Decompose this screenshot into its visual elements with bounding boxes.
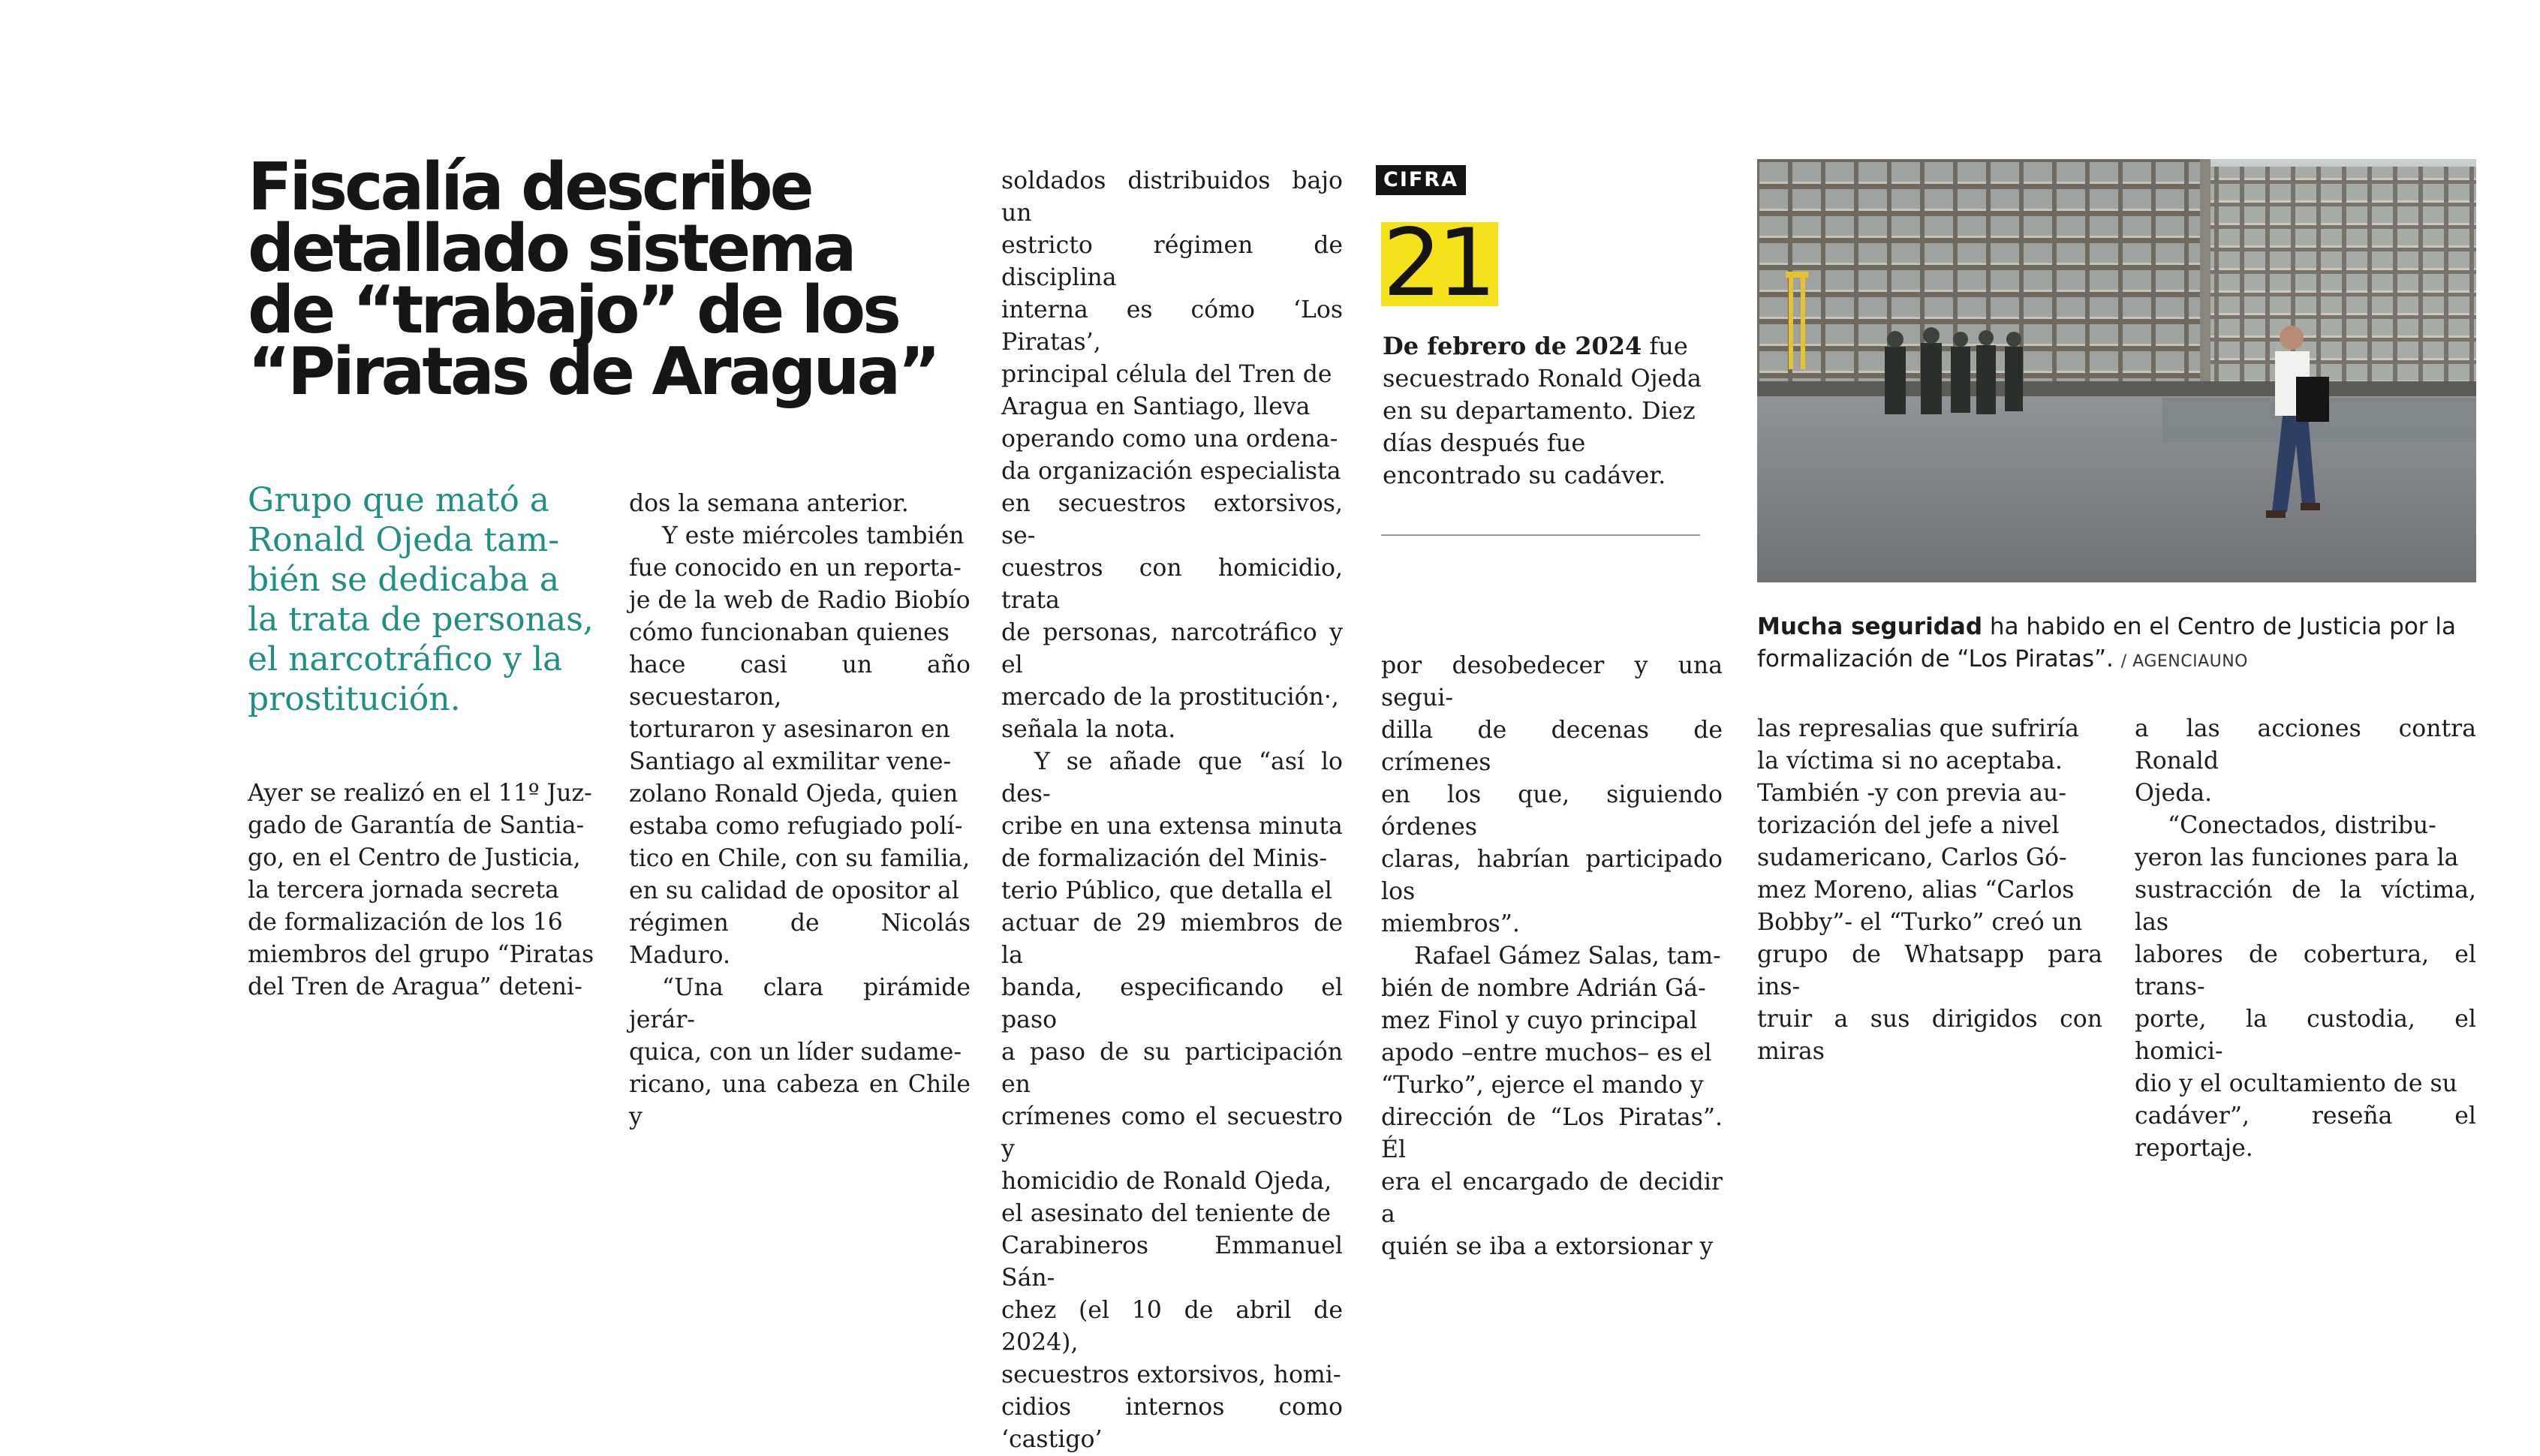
body-column-4 [1381,650,1723,1263]
cifra-number: 21 [1381,222,1498,306]
photo-caption [1757,611,2481,678]
cifra-body: fue secuestrado Ronald Ojeda en su departamento. Diez días después fue encontrado su cadáver. [1383,332,1702,489]
cifra-text [1383,330,1728,492]
body-paragraph: Rafael Gámez Salas, tam- bién de nombre Adrián Gá- mez Finol y cuyo principal apodo –entre muchos– es el “Turko”, ejerce el mando y dirección de “Los Piratas”. Él era el encargado de decidir a quién se iba a extorsionar y [1381,943,1723,1260]
body-paragraph: “Conectados, distribu- yeron las funciones para la sustracción de la víctima, las labores de cobertura, el trans- porte, la custodia, el homici- dio y el ocultamiento de su cadáver”, reseña el reportaje. [2135,812,2476,1162]
body-paragraph: “Una clara pirámide jerár- quica, con un líder sudame- ricano, una cabeza en Chile y [629,974,971,1130]
headline-line: de “trabajo” de los [248,272,898,348]
headline-line: “Piratas de Aragua” [248,333,938,410]
headline [248,149,1006,410]
cifra-bold-lead: De febrero de 2024 [1383,332,1642,360]
body-paragraph: Ayer se realizó en el 11º Juz- gado de Garantía de Santia- go, en el Centro de Justicia, la tercera jornada secreta de formalización de los 16 miembros del grupo “Piratas del Tren de Aragua” deteni- [248,780,594,1000]
news-photo [1757,159,2476,582]
cifra-label: CIFRA [1376,165,1466,195]
headline-line: detallado sistema [248,210,854,287]
body-paragraph: dos la semana anterior. [629,490,909,517]
body-column-6 [2135,713,2476,1165]
caption-bold-lead: Mucha seguridad [1757,613,1983,640]
photo-credit: / AGENCIAUNO [2120,652,2248,671]
body-paragraph: Y este miércoles también fue conocido en un reporta- je de la web de Radio Biobío cómo funcionaban quienes hace casi un año secuestaron, torturaron y asesinaron en Santiago al exmilitar vene- zolano Ronald Ojeda, quien estaba como refugiado polí- tico en Chile, con su familia, en su calidad de opositor al régimen de Nicolás Maduro. [629,522,971,969]
body-paragraph: a las acciones contra Ronald Ojeda. [2135,715,2476,807]
body-paragraph: por desobedecer y una segui- dilla de decenas de crímenes en los que, siguiendo órdenes claras, habrían participado los miembros”. [1381,652,1723,937]
cifra-divider [1381,534,1700,536]
headline-line: Fiscalía describe [248,149,811,225]
subheadline: Grupo que mató a Ronald Ojeda tam- bién se dedicaba a la trata de personas, el narcotráfico y la prostitución. [248,481,594,718]
body-column-1 [248,778,600,1003]
caption-body: ha habido en el Centro de Justicia por la formalización de “Los Piratas”. [1757,613,2457,672]
body-column-3 [1001,165,1343,1456]
body-column-5 [1757,713,2102,1068]
body-column-2 [629,488,971,1133]
body-paragraph: Y se añade que “así lo des- cribe en una extensa minuta de formalización del Minis- terio Público, que detalla el actuar de 29 miembros de la banda, especificando el paso a paso de su participación en crímenes como el secuestro y homicidio de Ronald Ojeda, el asesinato del teniente de Carabineros Emmanuel Sán- chez (el 10 de abril de 2024), secuestros extorsivos, homi- cidios internos como ‘castigo’ [1001,748,1343,1453]
body-paragraph: soldados distribuidos bajo un estricto régimen de disciplina interna es cómo ‘Los Piratas’, principal célula del Tren de Aragua en Santiago, lleva operando como una ordena- da organización especialista en secuestros extorsivos, se- cuestros con homicidio, trata de personas, narcotráfico y el mercado de la prostitución·, señala la nota. [1001,167,1343,743]
body-paragraph: las represalias que sufriría la víctima si no aceptaba. También -y con previa au- torización del jefe a nivel sudamericano, Carlos Gó- mez Moreno, alias “Carlos Bobby”- el “Turko” creó un grupo de Whatsapp para ins- truir a sus dirigidos con miras [1757,715,2102,1065]
